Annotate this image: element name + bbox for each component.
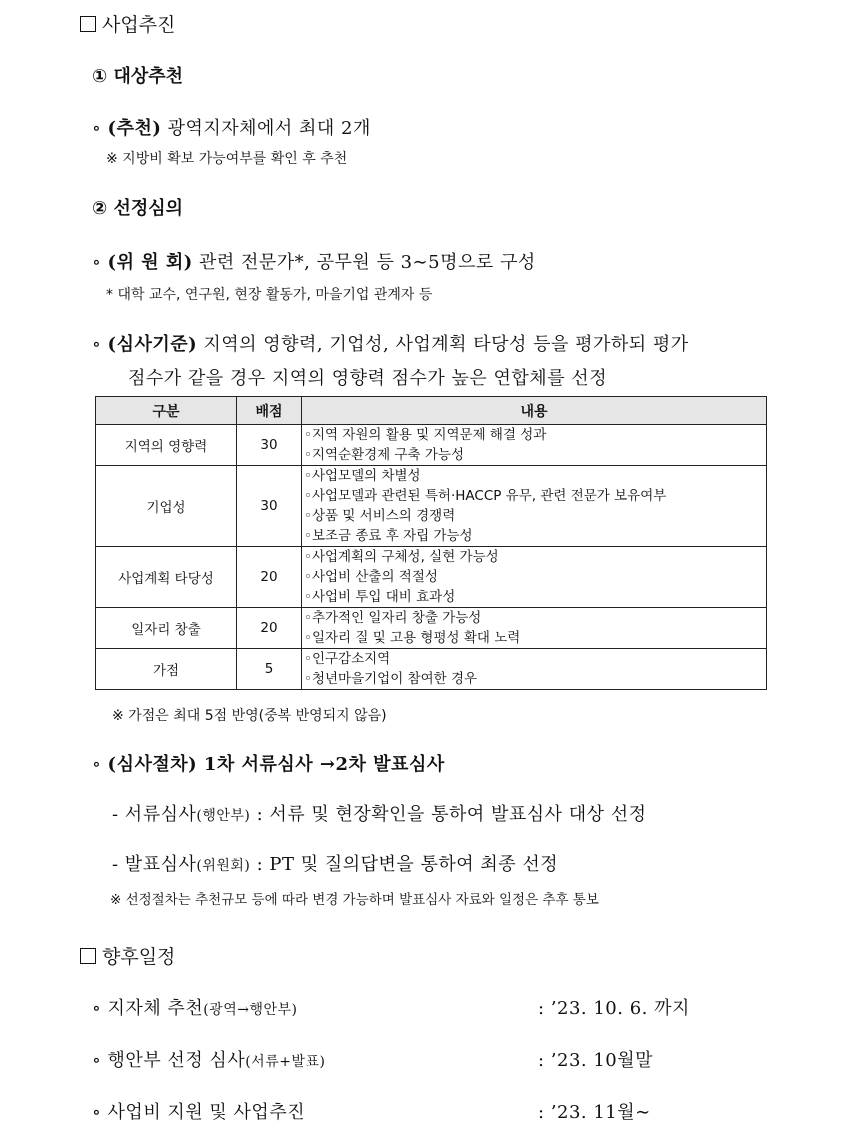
- criteria-table: [95, 396, 767, 690]
- schedule-main: 사업비 지원 및 사업추진: [107, 1102, 306, 1123]
- row-content-item: ◦사업모델의 차별성: [304, 468, 421, 484]
- row-content-item: ◦지역순환경제 구축 가능성: [304, 447, 464, 463]
- bonus-note: ※ 가점은 최대 5점 반영(중복 반영되지 않음): [112, 708, 387, 724]
- subsection-title-recommend: ① 대상추천: [92, 66, 184, 87]
- table-row: [96, 547, 767, 608]
- header-score: 배점: [237, 397, 302, 425]
- header-category: 구분: [96, 397, 237, 425]
- item-text: 광역지자체에서 최대 2개: [161, 118, 371, 139]
- procedure-item: [92, 750, 445, 776]
- committee-note: * 대학 교수, 연구원, 현장 활동가, 마을기업 관계자 등: [106, 287, 433, 303]
- schedule-detail: (광역→행안부): [203, 1002, 298, 1018]
- schedule-main: 지자체 추천: [107, 998, 204, 1019]
- row-content: [302, 547, 767, 608]
- row-category: 기업성: [96, 466, 237, 547]
- row-content-item: ◦지역 자원의 활용 및 지역문제 해결 성과: [304, 427, 547, 443]
- item-label: (추천): [107, 118, 162, 139]
- subsection-title-review: ② 선정심의: [92, 198, 184, 219]
- section-heading-business: [80, 10, 175, 37]
- step-prefix: - 발표심사: [112, 854, 197, 875]
- checkbox-square-icon: [80, 16, 96, 32]
- row-score: 30: [237, 425, 302, 466]
- row-content-item: ◦사업비 산출의 적절성: [304, 569, 438, 585]
- recommend-item: [92, 114, 371, 140]
- item-text: 1차 서류심사 →2차 발표심사: [197, 754, 445, 775]
- section-title: 향후일정: [102, 946, 176, 968]
- row-score: 30: [237, 466, 302, 547]
- row-score: 20: [237, 608, 302, 649]
- table-row: [96, 466, 767, 547]
- schedule-item: [92, 1098, 305, 1124]
- bullet-icon: ∘: [92, 118, 108, 139]
- procedure-document-review: [112, 800, 647, 826]
- schedule-item: [92, 994, 298, 1020]
- checkbox-square-icon: [80, 948, 96, 964]
- schedule-main: 행안부 선정 심사: [107, 1050, 246, 1071]
- item-label: (심사기준): [107, 334, 198, 355]
- schedule-date: : ’23. 11월∼: [538, 1102, 651, 1123]
- section-title: 사업추진: [102, 14, 176, 36]
- row-score: 20: [237, 547, 302, 608]
- row-content-item: ◦청년마을기업이 참여한 경우: [304, 671, 478, 687]
- row-content-item: ◦사업계획의 구체성, 실현 가능성: [304, 549, 499, 565]
- table-row: [96, 425, 767, 466]
- step-owner: (행안부): [196, 808, 251, 824]
- schedule-detail: (서류+발표): [245, 1054, 326, 1070]
- row-content-item: ◦추가적인 일자리 창출 가능성: [304, 610, 482, 626]
- schedule-date: : ’23. 10월말: [538, 1050, 654, 1071]
- procedure-note: ※ 선정절차는 추천규모 등에 따라 변경 가능하며 발표심사 자료와 일정은 추후 통보: [110, 892, 599, 908]
- bullet-icon: ∘: [92, 1050, 108, 1071]
- schedule-item: [92, 1046, 325, 1072]
- item-label: (위 원 회): [107, 252, 193, 273]
- row-content-item: ◦일자리 질 및 고용 형평성 확대 노력: [304, 630, 521, 646]
- row-content-item: ◦사업모델과 관련된 특허·HACCP 유무, 관련 전문가 보유여부: [304, 488, 667, 504]
- row-category: 사업계획 타당성: [96, 547, 237, 608]
- criteria-item-line2: 점수가 같을 경우 지역의 영향력 점수가 높은 연합체를 선정: [128, 368, 608, 389]
- step-prefix: - 서류심사: [112, 804, 197, 825]
- table-row: [96, 649, 767, 690]
- bullet-icon: ∘: [92, 754, 108, 775]
- bullet-icon: ∘: [92, 334, 108, 355]
- item-text: 지역의 영향력, 기업성, 사업계획 타당성 등을 평가하되 평가: [197, 334, 689, 355]
- row-content: [302, 649, 767, 690]
- criteria-item-line1: [92, 330, 689, 356]
- row-category: 지역의 영향력: [96, 425, 237, 466]
- bullet-icon: ∘: [92, 998, 108, 1019]
- bullet-icon: ∘: [92, 252, 108, 273]
- row-content: [302, 466, 767, 547]
- row-content-item: ◦보조금 종료 후 자립 가능성: [304, 528, 473, 544]
- row-content: [302, 608, 767, 649]
- row-category: 가점: [96, 649, 237, 690]
- table-header-row: [96, 397, 767, 425]
- step-owner: (위원회): [196, 858, 251, 874]
- row-score: 5: [237, 649, 302, 690]
- schedule-date: : ’23. 10. 6. 까지: [538, 998, 690, 1019]
- step-text: : PT 및 질의답변을 통하여 최종 선정: [250, 854, 559, 875]
- item-label: (심사절차): [107, 754, 198, 775]
- row-category: 일자리 창출: [96, 608, 237, 649]
- bullet-icon: ∘: [92, 1102, 108, 1123]
- section-heading-schedule: [80, 942, 175, 969]
- recommend-note: ※ 지방비 확보 가능여부를 확인 후 추천: [106, 151, 348, 167]
- row-content-item: ◦인구감소지역: [304, 651, 391, 667]
- step-text: : 서류 및 현장확인을 통하여 발표심사 대상 선정: [250, 804, 647, 825]
- header-content: 내용: [302, 397, 767, 425]
- row-content: [302, 425, 767, 466]
- committee-item: [92, 248, 536, 274]
- row-content-item: ◦상품 및 서비스의 경쟁력: [304, 508, 456, 524]
- row-content-item: ◦사업비 투입 대비 효과성: [304, 589, 456, 605]
- item-text: 관련 전문가*, 공무원 등 3∼5명으로 구성: [192, 252, 536, 273]
- table-row: [96, 608, 767, 649]
- procedure-presentation-review: [112, 850, 558, 876]
